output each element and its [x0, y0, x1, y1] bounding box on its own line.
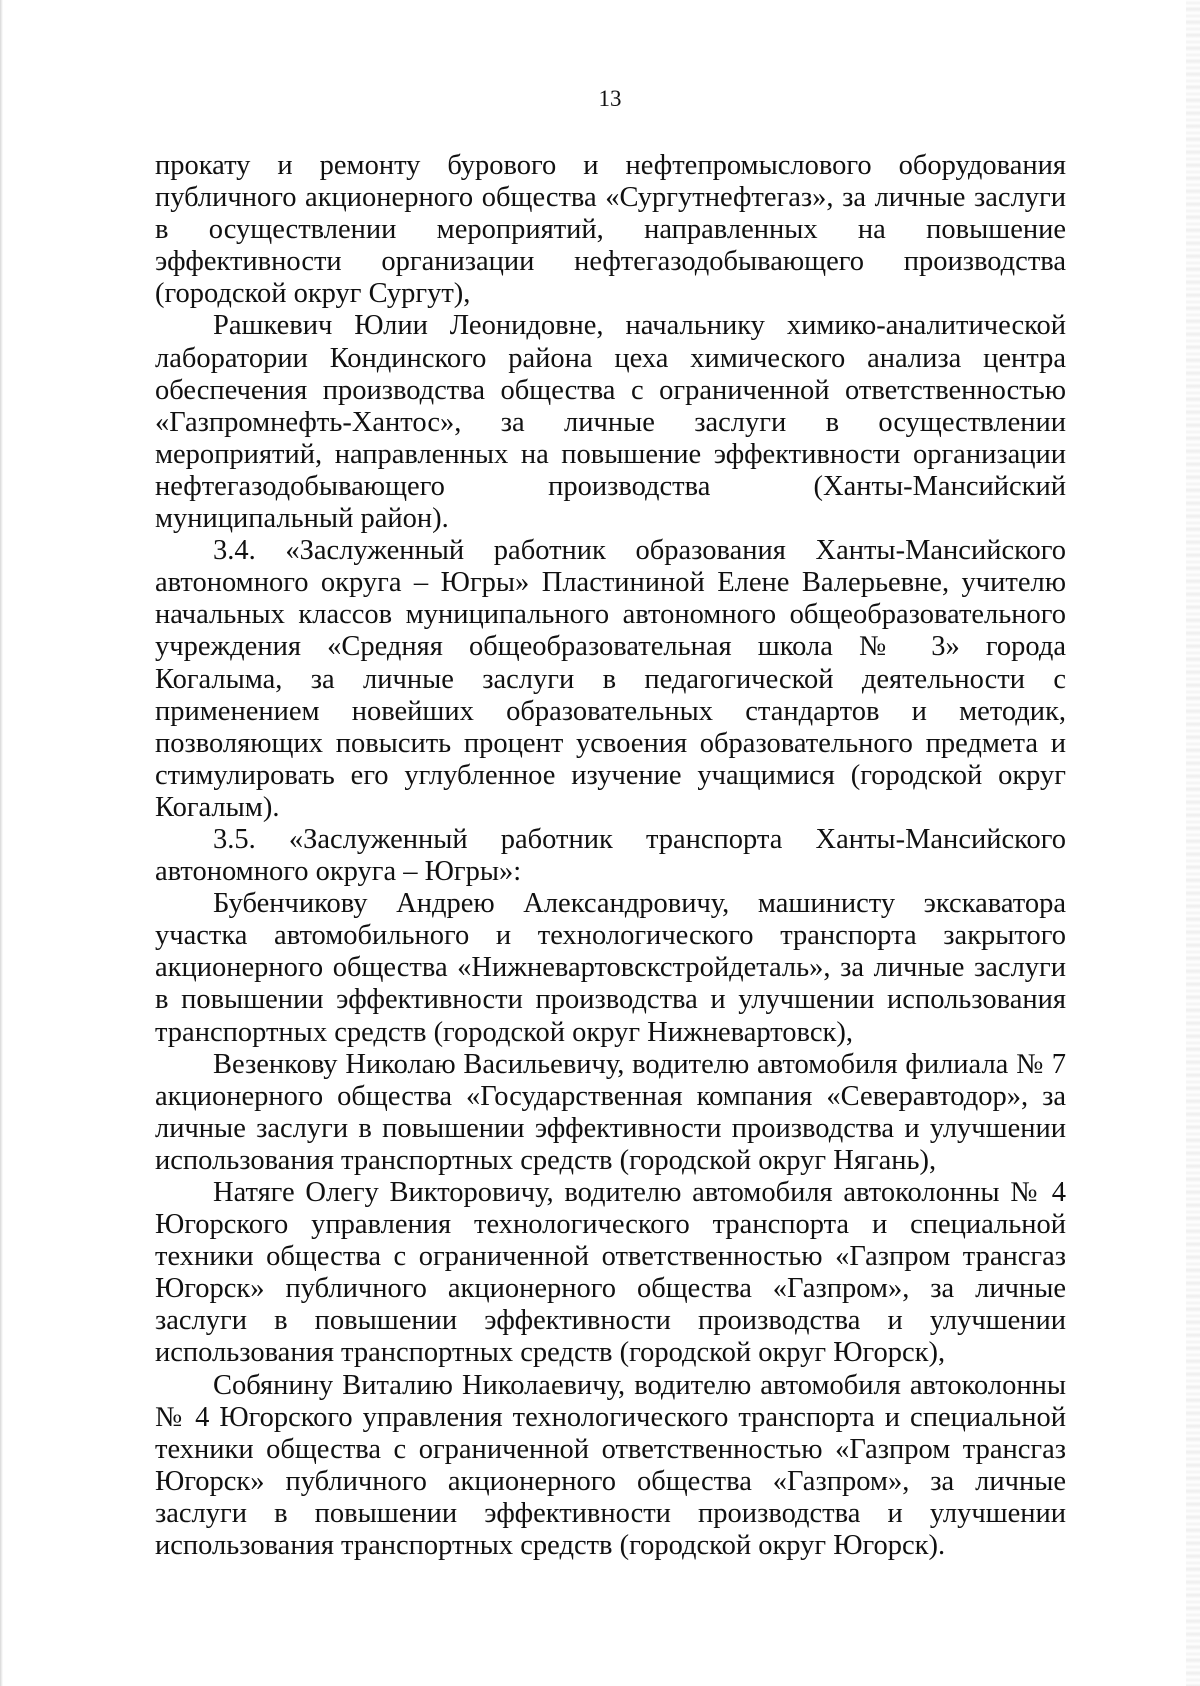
paragraph-sobyanin: Собянину Виталию Николаевичу, водителю автомобиля автоколонны № 4 Югорского управления технологического транспорта и специальной техники общества с ограниченной ответственностью «Газпром трансгаз Югорск» публичного акционерного общества «Газпром», за личные заслуги в повышении эффективности производства и улучшении использования транспортных средств (городской округ Югорск).: [155, 1369, 1066, 1562]
paragraph-section-3-5: 3.5. «Заслуженный работник транспорта Ханты-Мансийского автономного округа – Югры»:: [155, 823, 1066, 888]
paragraph-vezenkov: Везенкову Николаю Васильевичу, водителю автомобиля филиала № 7 акционерного общества «Государственная компания «Северавтодор», за личные заслуги в повышении эффективности производства и улучшении использования транспортных средств (городской округ Нягань),: [155, 1048, 1066, 1176]
paragraph-natyaga: Натяге Олегу Викторовичу, водителю автомобиля автоколонны № 4 Югорского управления технологического транспорта и специальной техники общества с ограниченной ответственностью «Газпром трансгаз Югорск» публичного акционерного общества «Газпром», за личные заслуги в повышении эффективности производства и улучшении использования транспортных средств (городской округ Югорск),: [155, 1177, 1066, 1369]
paragraph-bubenchikov: Бубенчикову Андрею Александровичу, машинисту экскаватора участка автомобильного и технологического транспорта закрытого акционерного общества «Нижневартовскстройдеталь», за личные заслуги в повышении эффективности производства и улучшении использования транспортных средств (городской округ Нижневартовск),: [155, 888, 1066, 1048]
paragraph-continuation: прокату и ремонту бурового и нефтепромыслового оборудования публичного акционерного общества «Сургутнефтегаз», за личные заслуги в осуществлении мероприятий, направленных на повышение эффективности организации нефтегазодобывающего производства (городской округ Сургут),: [155, 150, 1066, 310]
document-body: [155, 150, 1066, 1562]
scan-edge-left: [0, 0, 3, 1686]
paragraph-rashkevich: Рашкевич Юлии Леонидовне, начальнику химико-аналитической лаборатории Кондинского района цеха химического анализа центра обеспечения производства общества с ограниченной ответственностью «Газпромнефть-Хантос», за личные заслуги в осуществлении мероприятий, направленных на повышение эффективности организации нефтегазодобывающего производства (Ханты-Мансийский муниципальный район).: [155, 310, 1066, 535]
scan-edge-right: [1186, 0, 1200, 1686]
paragraph-section-3-4: 3.4. «Заслуженный работник образования Ханты-Мансийского автономного округа – Югры» Пластининой Елене Валерьевне, учителю начальных классов муниципального автономного общеобразовательного учреждения «Средняя общеобразовательная школа № 3» города Когалыма, за личные заслуги в педагогической деятельности с применением новейших образовательных стандартов и методик, позволяющих повысить процент усвоения образовательного предмета и стимулировать его углубленное изучение учащимися (городской округ Когалым).: [155, 535, 1066, 823]
page-number: 13: [598, 86, 622, 111]
